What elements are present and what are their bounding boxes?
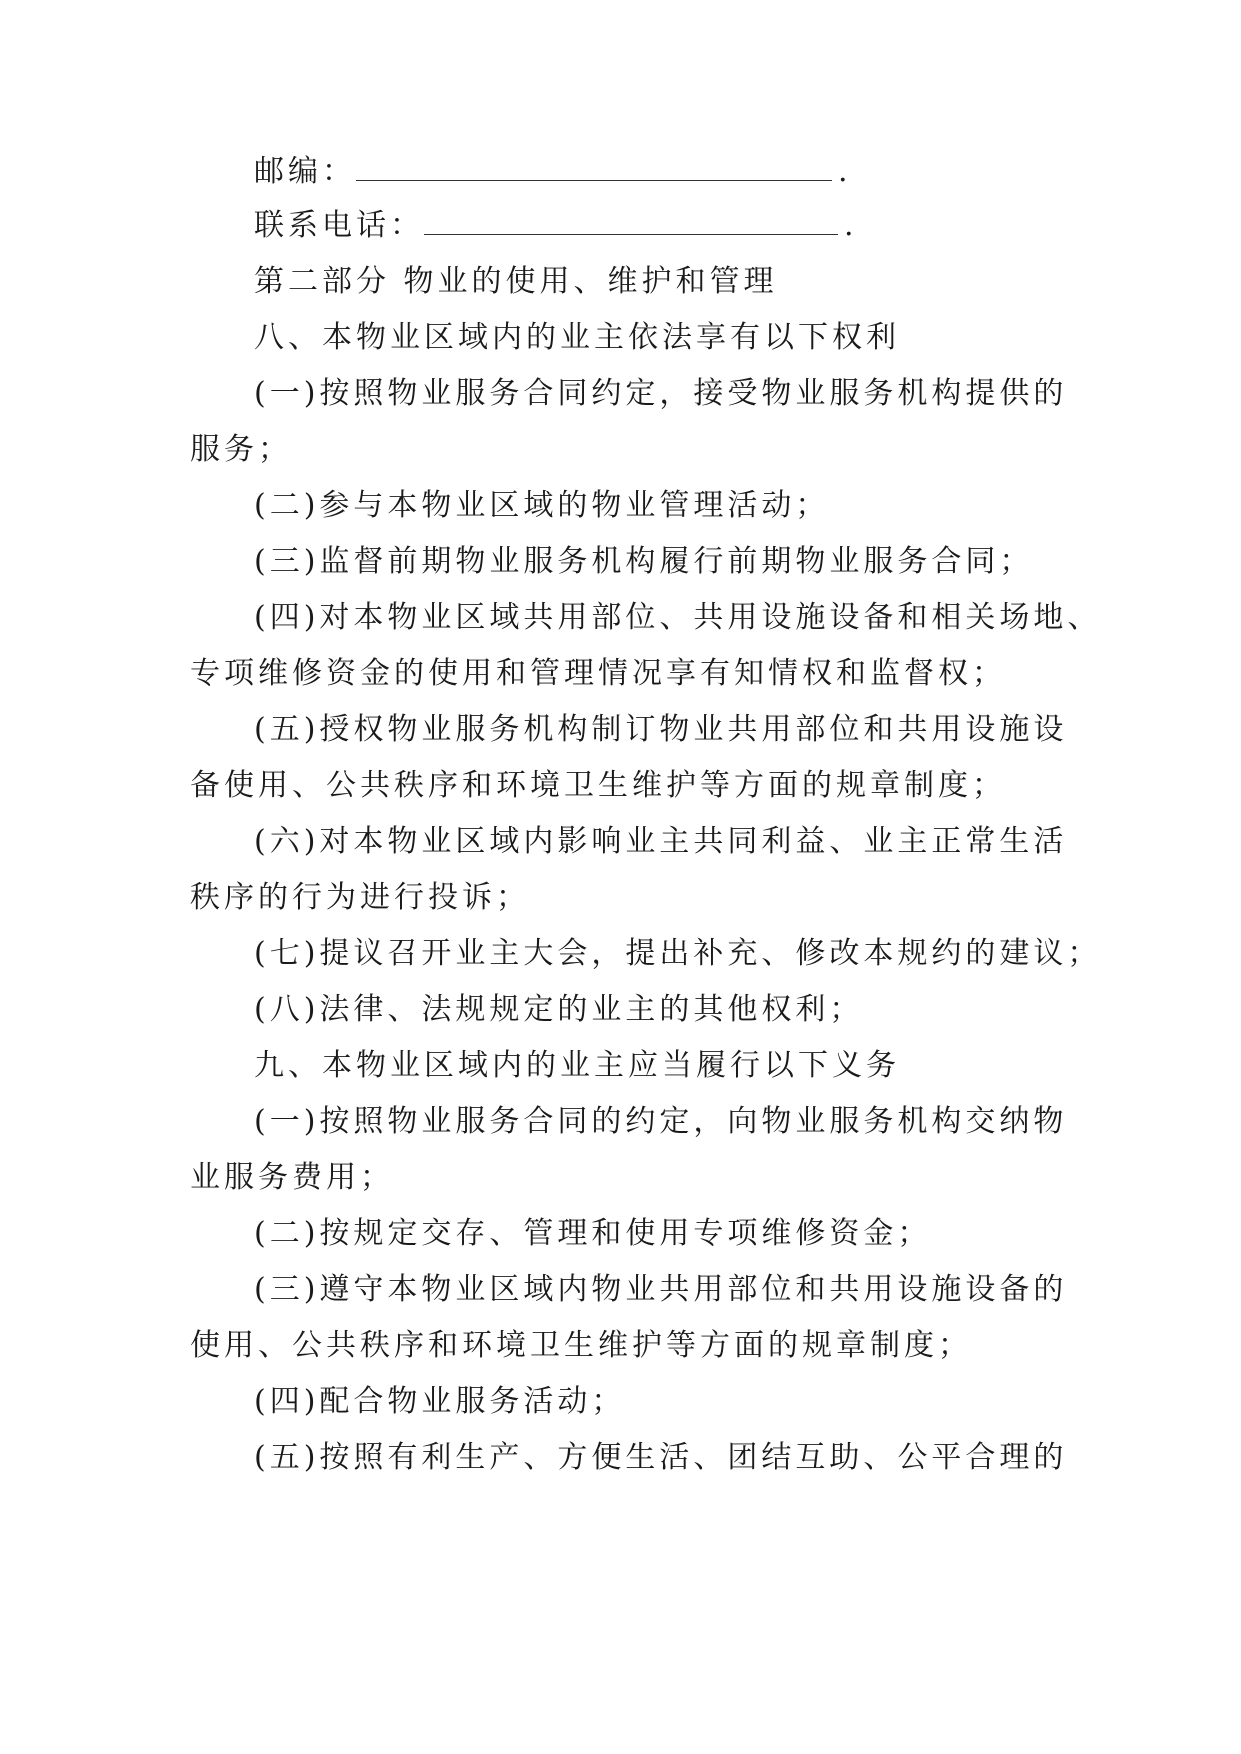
right-item-5-line-1: (五)授权物业服务机构制订物业共用部位和共用设施设 — [254, 712, 1068, 747]
right-item-6-line-2: 秩序的行为进行投诉； — [190, 880, 530, 915]
duty-item-4: (四)配合物业服务活动； — [254, 1384, 626, 1419]
right-item-7: (七)提议召开业主大会，提出补充、修改本规约的建议； — [254, 936, 1102, 971]
right-item-2: (二)参与本物业区域的物业管理活动； — [254, 488, 830, 523]
right-item-1-line-2: 服务； — [190, 432, 292, 467]
right-item-4-line-1: (四)对本物业区域共用部位、共用设施设备和相关场地、 — [254, 600, 1102, 635]
right-item-6-line-1: (六)对本物业区域内影响业主共同利益、业主正常生活 — [254, 824, 1068, 859]
section-eight-heading: 八、本物业区域内的业主依法享有以下权利 — [254, 320, 900, 355]
phone-period: . — [844, 208, 858, 243]
duty-item-1-line-1: (一)按照物业服务合同的约定，向物业服务机构交纳物 — [254, 1104, 1068, 1139]
right-item-8: (八)法律、法规规定的业主的其他权利； — [254, 992, 864, 1027]
postcode-field — [254, 152, 1114, 192]
right-item-1-line-1: (一)按照物业服务合同约定，接受物业服务机构提供的 — [254, 376, 1068, 411]
right-item-3: (三)监督前期物业服务机构履行前期物业服务合同； — [254, 544, 1034, 579]
phone-label: 联系电话： — [254, 208, 424, 243]
duty-item-3-line-2: 使用、公共秩序和环境卫生维护等方面的规章制度； — [190, 1328, 972, 1363]
section-nine-heading: 九、本物业区域内的业主应当履行以下义务 — [254, 1048, 900, 1083]
phone-field — [254, 206, 1114, 246]
right-item-5-line-2: 备使用、公共秩序和环境卫生维护等方面的规章制度； — [190, 768, 1006, 803]
duty-item-2: (二)按规定交存、管理和使用专项维修资金； — [254, 1216, 932, 1251]
duty-item-3-line-1: (三)遵守本物业区域内物业共用部位和共用设施设备的 — [254, 1272, 1068, 1307]
duty-item-1-line-2: 业服务费用； — [190, 1160, 394, 1195]
part-two-heading: 第二部分 物业的使用、维护和管理 — [254, 264, 778, 299]
postcode-label: 邮编： — [254, 154, 356, 189]
postcode-blank — [356, 154, 832, 181]
phone-blank — [424, 208, 838, 235]
right-item-4-line-2: 专项维修资金的使用和管理情况享有知情权和监督权； — [190, 656, 1006, 691]
postcode-period: . — [838, 154, 852, 189]
duty-item-5-line-1: (五)按照有利生产、方便生活、团结互助、公平合理的 — [254, 1440, 1068, 1475]
